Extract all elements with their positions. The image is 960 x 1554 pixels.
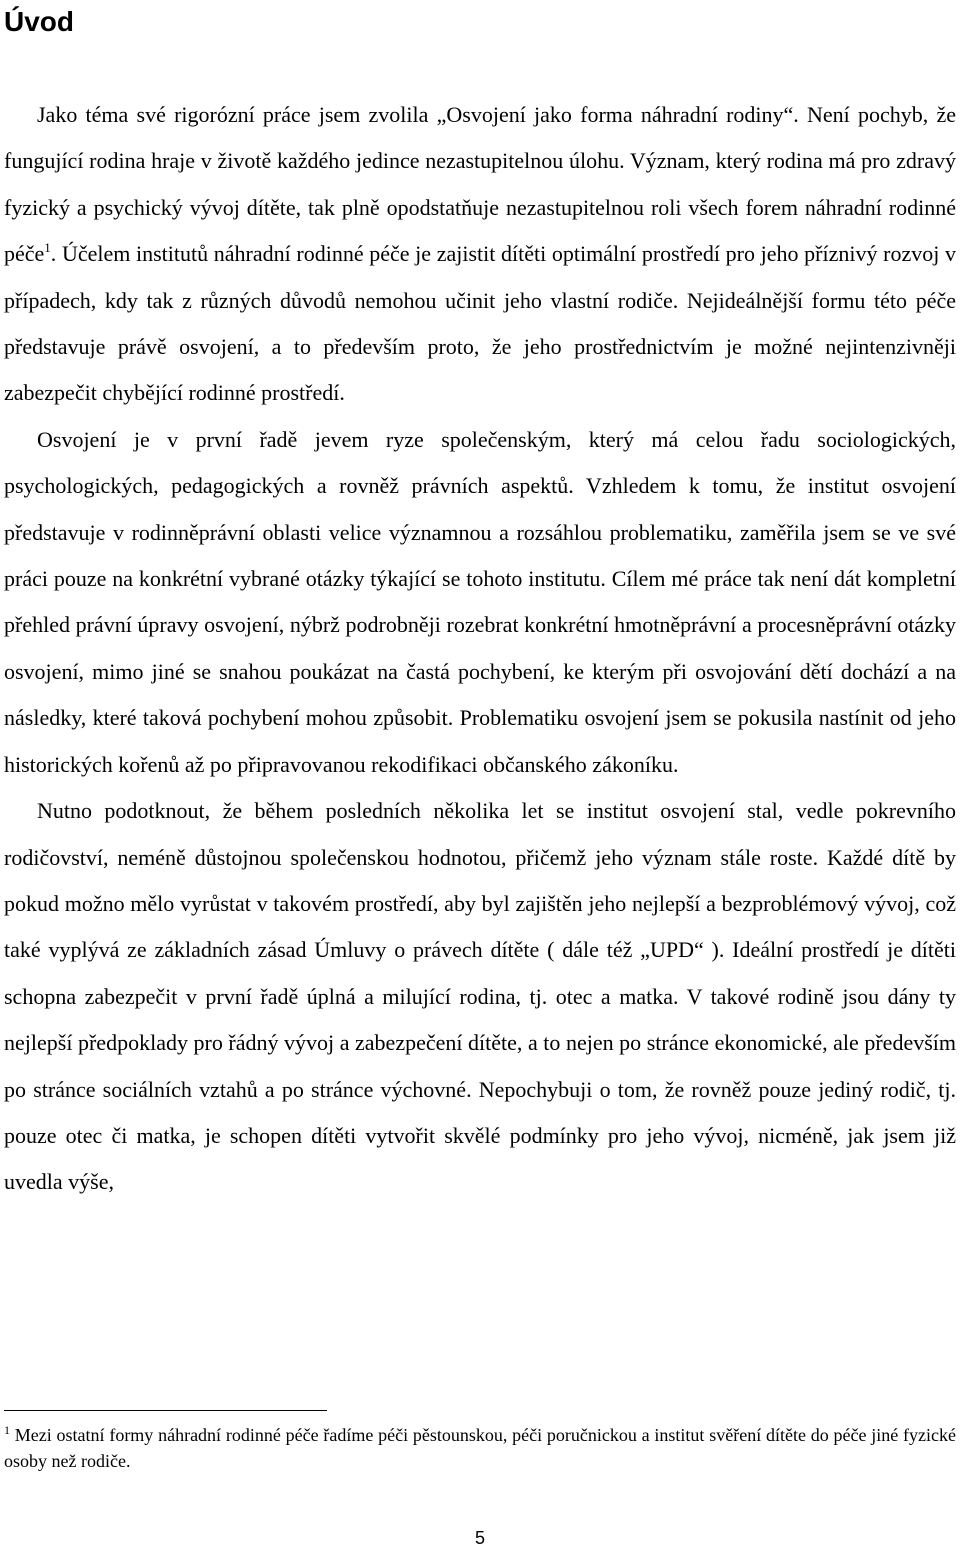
- body-text: [4, 92, 956, 1206]
- page-title: Úvod: [4, 6, 74, 37]
- paragraph-3: Nutno podotknout, že během posledních několika let se institut osvojení stal, vedle pokrevního rodičovství, neméně důstojnou společenskou hodnotou, přičemž jeho význam stále roste. Každé dítě by pokud možno mělo vyrůstat v takovém prostředí, aby byl zajištěn jeho nejlepší a bezproblémový vývoj, což také vyplývá ze základních zásad Úmluvy o právech dítěte ( dále též „UPD“ ). Ideální prostředí je dítěti schopna zabezpečit v první řadě úplná a milující rodina, tj. otec a matka. V takové rodině jsou dány ty nejlepší předpoklady pro řádný vývoj a zabezpečení dítěte, a to nejen po stránce ekonomické, ale především po stránce sociálních vztahů a po stránce výchovné. Nepochybuji o tom, že rovněž pouze jediný rodič, tj. pouze otec či matka, je schopen dítěti vytvořit skvělé podmínky pro jeho vývoj, nicméně, jak jsem již uvedla výše,: [4, 798, 956, 1195]
- paragraph-2: Osvojení je v první řadě jevem ryze společenským, který má celou řadu sociologických, psychologických, pedagogických a rovněž právních aspektů. Vzhledem k tomu, že institut osvojení představuje v rodinněprávní oblasti velice významnou a rozsáhlou problematiku, zaměřila jsem se ve své práci pouze na konkrétní vybrané otázky týkající se tohoto institutu. Cílem mé práce tak není dát kompletní přehled právní úpravy osvojení, nýbrž podrobněji rozebrat konkrétní hmotněprávní a procesněprávní otázky osvojení, mimo jiné se snahou poukázat na častá pochybení, ke kterým při osvojování dětí dochází a na následky, které taková pochybení mohou způsobit. Problematiku osvojení jsem se pokusila nastínit od jeho historických kořenů až po připravovanou rekodifikaci občanského zákoníku.: [4, 426, 956, 777]
- footnote-separator: [4, 1410, 327, 1411]
- footnote-reference: 1: [44, 240, 51, 256]
- footnote-number: 1: [4, 1423, 10, 1437]
- footnote: [4, 1422, 956, 1474]
- paragraph-1-part-2: . Účelem institutů náhradní rodinné péče je zajistit dítěti optimální prostředí pro jeho příznivý rozvoj v případech, kdy tak z různých důvodů nemohou učinit jeho vlastní rodiče. Nejideálnější formu této péče představuje právě osvojení, a to především proto, že jeho prostřednictvím je možné nejintenzivněji zabezpečit chybějící rodinné prostředí.: [4, 241, 956, 406]
- paragraph-1: [4, 92, 956, 417]
- paragraph-1-part-1: Jako téma své rigorózní práce jsem zvolila „Osvojení jako forma náhradní rodiny“. Není pochyb, že fungující rodina hraje v životě každého jedince nezastupitelnou úlohu. Význam, který rodina má pro zdravý fyzický a psychický vývoj dítěte, tak plně opodstatňuje nezastupitelnou roli všech forem náhradní rodinné péče: [4, 102, 956, 267]
- footnote-text: Mezi ostatní formy náhradní rodinné péče řadíme péči pěstounskou, péči poručnickou a institut svěření dítěte do péče jiné fyzické osoby než rodiče.: [4, 1425, 956, 1471]
- page-number: 5: [474, 1528, 485, 1548]
